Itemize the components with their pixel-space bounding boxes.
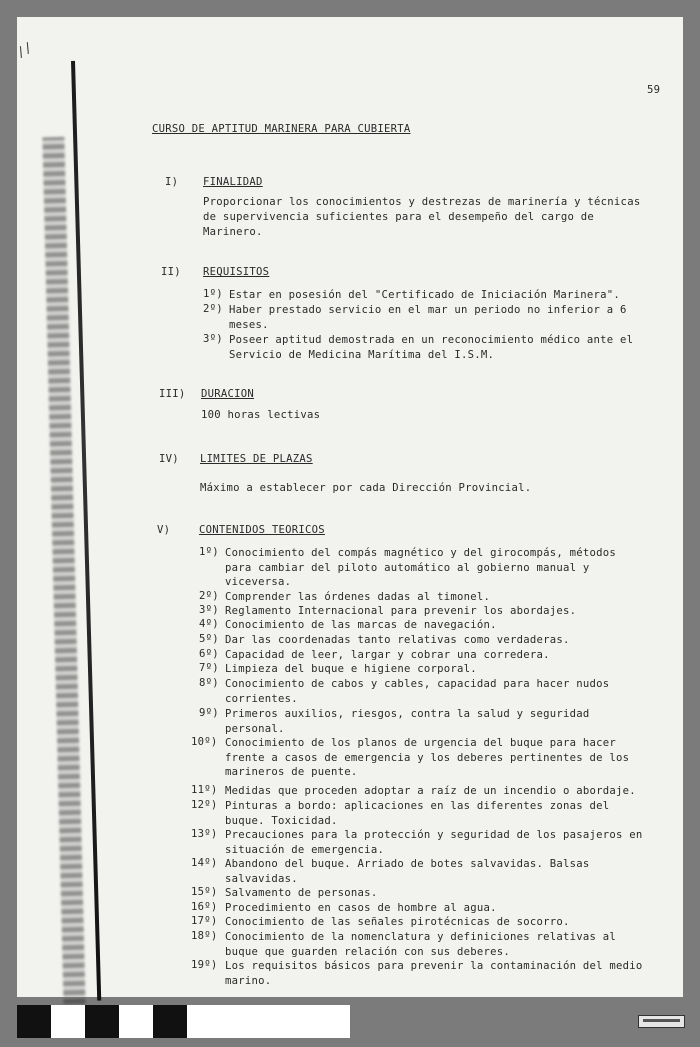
item-number: 1º) — [203, 288, 223, 300]
item-text: Conocimiento de las señales pirotécnicas de socorro. — [225, 916, 570, 928]
item-text: Haber prestado servicio en el mar un periodo no inferior a 6 meses. — [229, 304, 627, 331]
item-text: Conocimiento de los planos de urgencia del buque para hacer frente a casos de emergencia y los deberes pertinentes de los marineros de puente. — [225, 737, 630, 778]
page-number: 59 — [647, 84, 661, 96]
item-text: Primeros auxilios, riesgos, contra la salud y seguridad personal. — [225, 708, 590, 735]
section-4-heading: LIMITES DE PLAZAS — [200, 453, 313, 465]
item-number: 16º) — [191, 901, 218, 913]
item-text: Dar las coordenadas tanto relativas como verdaderas. — [225, 634, 570, 646]
item-text: Abandono del buque. Arriado de botes salvavidas. Balsas salvavidas. — [225, 858, 590, 885]
scan-label-tag — [638, 1015, 685, 1028]
item-number: 3º) — [199, 604, 219, 616]
item-number: 6º) — [199, 648, 219, 660]
item-text: Conocimiento del compás magnético y del girocompás, métodos para cambiar del piloto automático al gobierno manual y viceversa. — [225, 547, 617, 588]
item-number: 2º) — [199, 590, 219, 602]
item-number: 9º) — [199, 707, 219, 719]
item-number: 5º) — [199, 633, 219, 645]
item-text: Capacidad de leer, largar y cobrar una corredera. — [225, 649, 550, 661]
item-number: 3º) — [203, 333, 223, 345]
document-title: CURSO DE APTITUD MARINERA PARA CUBIERTA — [152, 123, 411, 135]
section-2-heading: REQUISITOS — [203, 266, 270, 278]
item-text: Estar en posesión del "Certificado de Iniciación Marinera". — [229, 289, 621, 301]
item-text: Conocimiento de la nomenclatura y definiciones relativas al buque que guarden relación con sus deberes. — [225, 931, 617, 958]
item-number: 15º) — [191, 886, 218, 898]
item-text: Pinturas a bordo: aplicaciones en las diferentes zonas del buque. Toxicidad. — [225, 800, 610, 827]
section-5-heading: CONTENIDOS TEORICOS — [199, 524, 325, 536]
item-number: 13º) — [191, 828, 218, 840]
item-text: Conocimiento de cabos y cables, capacidad para hacer nudos corrientes. — [225, 678, 610, 705]
section-4-roman: IV) — [159, 453, 179, 465]
item-text: Reglamento Internacional para prevenir los abordajes. — [225, 605, 577, 617]
section-4-paragraph: Máximo a establecer por cada Dirección Provincial. — [200, 482, 532, 494]
item-text: Limpieza del buque e higiene corporal. — [225, 663, 477, 675]
item-number: 17º) — [191, 915, 218, 927]
item-number: 7º) — [199, 662, 219, 674]
item-text: Poseer aptitud demostrada en un reconocimiento médico ante el Servicio de Medicina Marítima del I.S.M. — [229, 334, 634, 361]
section-5-roman: V) — [157, 524, 171, 536]
item-number: 11º) — [191, 784, 218, 796]
item-number: 12º) — [191, 799, 218, 811]
item-number: 1º) — [199, 546, 219, 558]
section-3-heading: DURACION — [201, 388, 255, 400]
section-1-paragraph: Proporcionar los conocimientos y destrezas de marinería y técnicas de supervivencia suficientes para el desempeño del cargo de Marinero. — [203, 196, 641, 238]
scan-calibration-bar — [17, 1005, 350, 1038]
item-number: 14º) — [191, 857, 218, 869]
item-text: Precauciones para la protección y seguridad de los pasajeros en situación de emergencia. — [225, 829, 643, 856]
section-1-heading: FINALIDAD — [203, 176, 263, 188]
item-number: 4º) — [199, 618, 219, 630]
item-number: 19º) — [191, 959, 218, 971]
item-text: Salvamento de personas. — [225, 887, 378, 899]
item-text: Comprender las órdenes dadas al timonel. — [225, 591, 491, 603]
section-3-roman: III) — [159, 388, 186, 400]
section-1-roman: I) — [165, 176, 179, 188]
section-2-roman: II) — [161, 266, 181, 278]
item-text: Conocimiento de las marcas de navegación. — [225, 619, 497, 631]
corner-mark: ∕∕ — [14, 40, 36, 61]
item-text: Medidas que proceden adoptar a raíz de un incendio o abordaje. — [225, 785, 636, 797]
item-number: 18º) — [191, 930, 218, 942]
document-page — [14, 17, 683, 997]
item-number: 10º) — [191, 736, 218, 748]
item-number: 8º) — [199, 677, 219, 689]
item-number: 2º) — [203, 303, 223, 315]
item-text: Los requisitos básicos para prevenir la contaminación del medio marino. — [225, 960, 643, 987]
item-text: Procedimiento en casos de hombre al agua. — [225, 902, 497, 914]
section-3-paragraph: 100 horas lectivas — [201, 409, 321, 421]
